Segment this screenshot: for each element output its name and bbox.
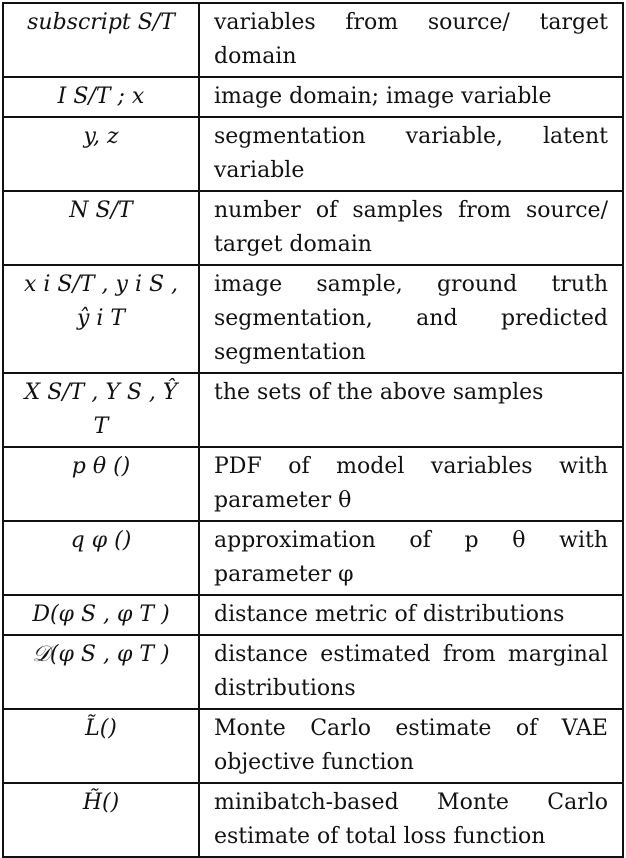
table-row <box>3 447 623 521</box>
symbol-cell: subscript S/T <box>3 3 199 77</box>
symbol-cell: L̃() <box>3 709 199 783</box>
description-cell: approximation of p θ with parameter φ <box>199 521 623 595</box>
symbol-cell: I S/T ; x <box>3 77 199 117</box>
description-cell: minibatch-based Monte Carlo estimate of total loss function <box>199 783 623 857</box>
symbol-cell: H̃() <box>3 783 199 857</box>
description-cell: distance metric of distributions <box>199 595 623 635</box>
symbol-cell: N S/T <box>3 191 199 265</box>
symbol-cell: D(φ S , φ T ) <box>3 595 199 635</box>
description-cell: segmentation variable, latent variable <box>199 117 623 191</box>
table-row <box>3 521 623 595</box>
description-cell: image domain; image variable <box>199 77 623 117</box>
description-cell: number of samples from source/ target domain <box>199 191 623 265</box>
table-row <box>3 191 623 265</box>
description-cell: image sample, ground truth segmentation, and predicted segmentation <box>199 265 623 373</box>
table-row <box>3 635 623 709</box>
table-row <box>3 373 623 447</box>
description-cell: variables from source/ target domain <box>199 3 623 77</box>
notation-table <box>2 2 624 858</box>
symbol-cell: X S/T , Y S , Ŷ T <box>3 373 199 447</box>
description-cell: Monte Carlo estimate of VAE objective function <box>199 709 623 783</box>
description-cell: distance estimated from marginal distributions <box>199 635 623 709</box>
symbol-cell: y, z <box>3 117 199 191</box>
table-row <box>3 77 623 117</box>
table-row <box>3 265 623 373</box>
description-cell: the sets of the above samples <box>199 373 623 447</box>
table-row <box>3 117 623 191</box>
symbol-cell: p θ () <box>3 447 199 521</box>
symbol-cell: x i S/T , y i S , ŷ i T <box>3 265 199 373</box>
table-row <box>3 595 623 635</box>
symbol-cell: 𝒟(φ S , φ T ) <box>3 635 199 709</box>
table-row <box>3 3 623 77</box>
table-row <box>3 709 623 783</box>
description-cell: PDF of model variables with parameter θ <box>199 447 623 521</box>
table-row <box>3 783 623 857</box>
symbol-cell: q φ () <box>3 521 199 595</box>
